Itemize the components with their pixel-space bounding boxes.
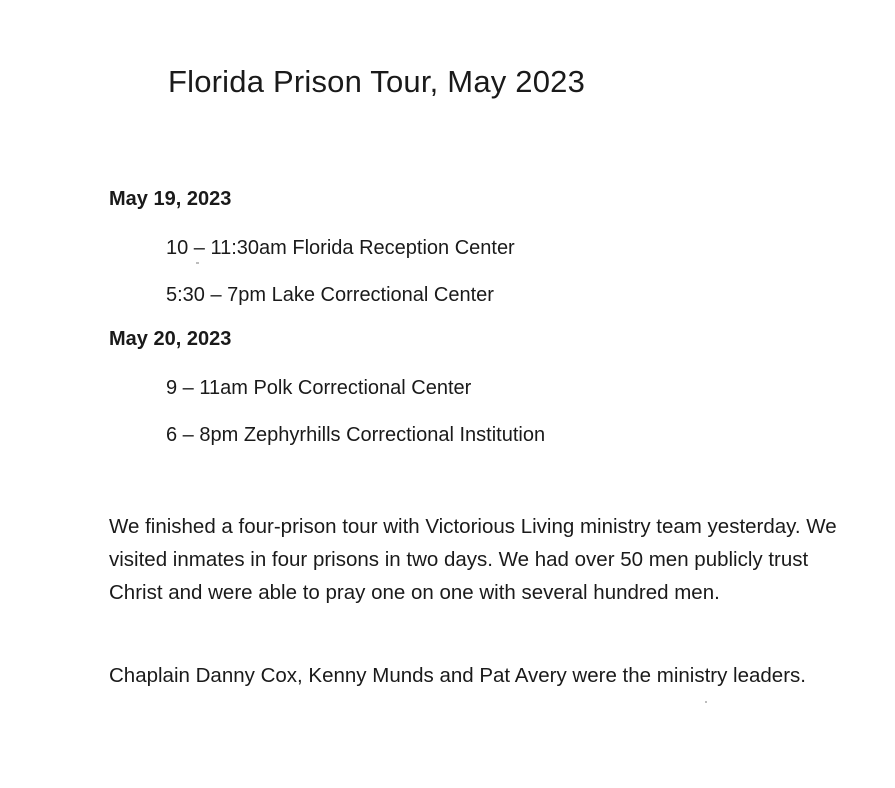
schedule-entry: 5:30 – 7pm Lake Correctional Center [166,284,494,306]
document-title: Florida Prison Tour, May 2023 [168,64,586,99]
schedule-entry: 9 – 11am Polk Correctional Center [166,377,472,399]
schedule-entry: 10 – 11:30am Florida Reception Center [166,237,515,259]
body-paragraph: We finished a four-prison tour with Victorious Living ministry team yesterday. We visited inmates in four prisons in two days. We had over 50 men publicly trust Christ and were able to pray one on one with several hundred men. [109,515,837,604]
day-date: May 19, 2023 [109,188,232,210]
scan-speck [705,701,707,703]
scan-speck [196,262,199,264]
schedule-entry: 6 – 8pm Zephyrhills Correctional Institution [166,424,546,446]
body-paragraph: Chaplain Danny Cox, Kenny Munds and Pat Avery were the ministry leaders. [109,664,806,687]
day-date: May 20, 2023 [109,328,232,350]
